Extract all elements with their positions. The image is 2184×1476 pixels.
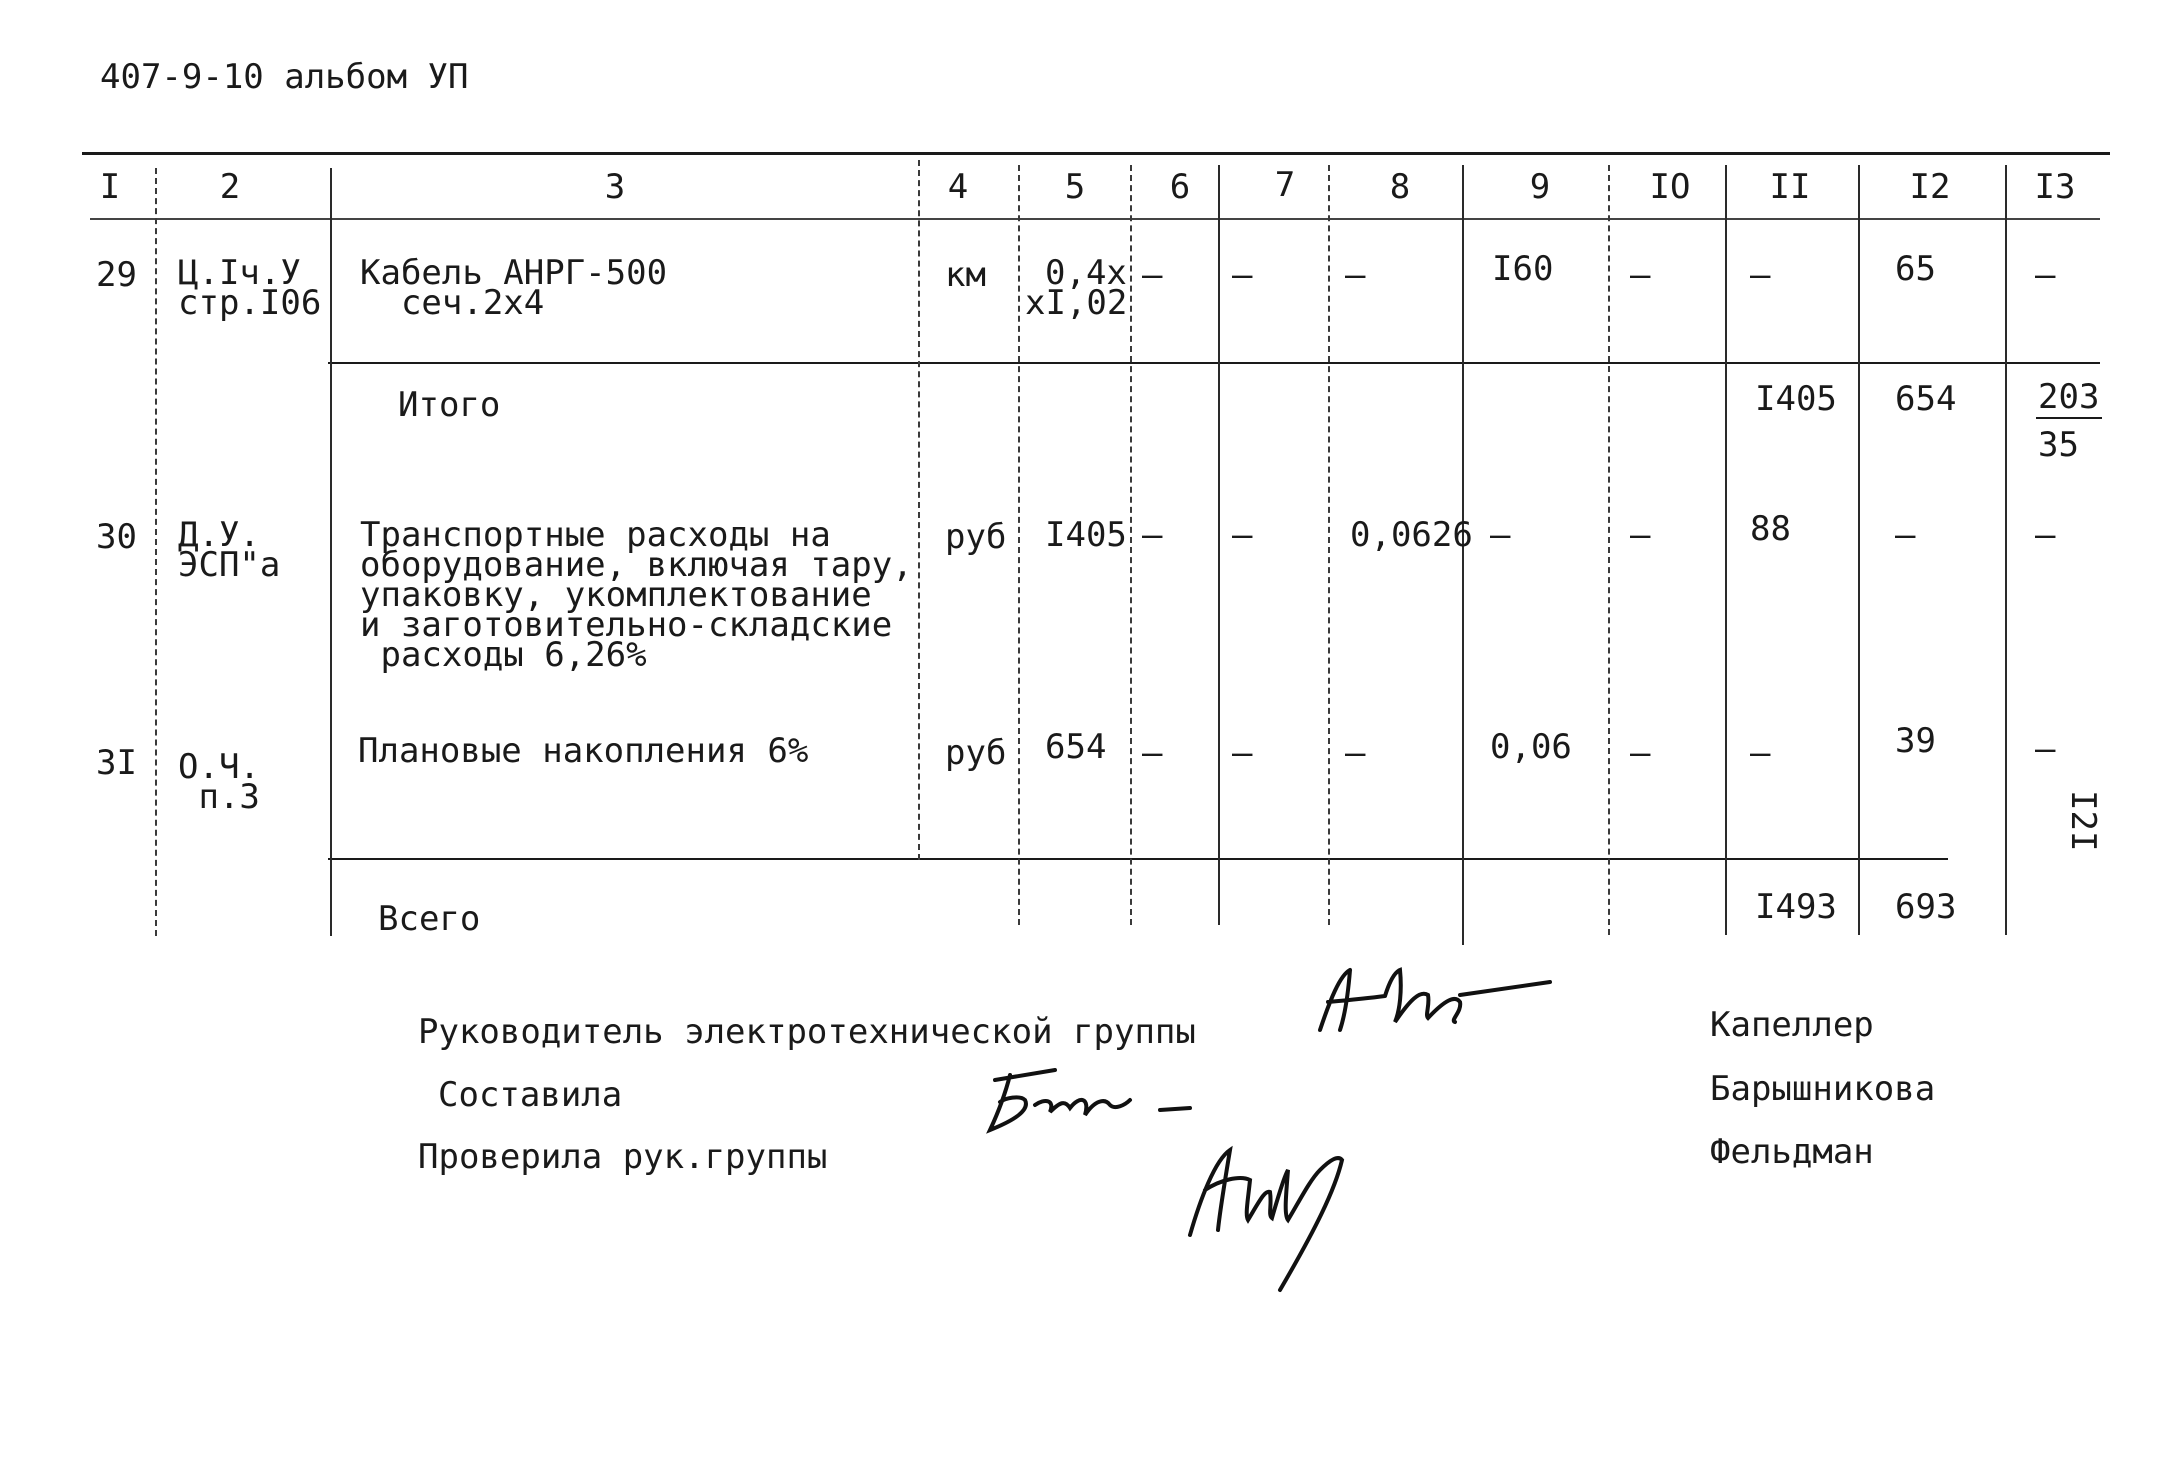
row-31-c9: 0,06 xyxy=(1490,727,1572,767)
document-code: 407-9-10 альбом УП xyxy=(100,57,469,97)
row-29-c13: – xyxy=(2035,255,2056,295)
row-31-c11: – xyxy=(1750,733,1771,773)
row-29-c10: – xyxy=(1630,255,1651,295)
row-30-c8: 0,0626 xyxy=(1350,515,1473,555)
row-31-unit: руб xyxy=(945,733,1007,773)
row-29-c8: – xyxy=(1345,255,1366,295)
row-31-c12: 39 xyxy=(1895,721,1936,761)
row-31-name: Плановые накопления 6% xyxy=(358,731,809,771)
row-30-num: 30 xyxy=(96,517,137,557)
row-30-name-2: оборудование, включая тару, xyxy=(360,545,913,585)
col-header-9: 9 xyxy=(1529,167,1551,207)
row-29-qty-2: хI,02 xyxy=(1025,283,1128,323)
vsego-rule xyxy=(328,858,1948,860)
col-divider-5 xyxy=(1130,165,1132,925)
handwritten-signature-1 xyxy=(1310,960,1570,1040)
itogo-label: Итого xyxy=(398,385,501,425)
itogo-c11: I405 xyxy=(1755,379,1837,419)
itogo-fraction-bar xyxy=(2036,417,2102,419)
row-31-code-1: О.Ч. xyxy=(178,747,260,787)
itogo-c13-bottom: 35 xyxy=(2038,425,2079,465)
row-30-c13: – xyxy=(2035,515,2056,555)
row-31-c6: – xyxy=(1142,733,1163,773)
row-31-qty: 654 xyxy=(1045,727,1107,767)
row-30-c12: – xyxy=(1895,515,1916,555)
signature-role-2: Составила xyxy=(438,1075,623,1115)
row-29-c6: – xyxy=(1142,255,1163,295)
col-header-12: I2 xyxy=(1909,167,1951,207)
col-divider-2 xyxy=(330,168,332,936)
row-31-c8: – xyxy=(1345,733,1366,773)
row-29-code-2: стр.I06 xyxy=(178,283,322,323)
col-header-8: 8 xyxy=(1389,167,1411,207)
row-30-name-3: упаковку, укомплектование xyxy=(360,575,872,615)
row-29-c12: 65 xyxy=(1895,249,1936,289)
col-divider-11 xyxy=(1858,165,1860,935)
col-header-13: I3 xyxy=(2034,167,2076,207)
header-bottom-rule xyxy=(90,218,2100,220)
row-30-c7: – xyxy=(1232,515,1253,555)
row-29-name-2: сеч.2х4 xyxy=(360,283,545,323)
col-header-11: II xyxy=(1769,167,1811,207)
col-divider-1 xyxy=(155,168,157,936)
row-31-num: 3I xyxy=(96,743,137,783)
signature-name-3: Фельдман xyxy=(1710,1132,1874,1172)
row-30-unit: руб xyxy=(945,517,1007,557)
row-30-name-4: и заготовительно-складские xyxy=(360,605,893,645)
col-divider-8 xyxy=(1462,165,1464,945)
row-31-c7: – xyxy=(1232,733,1253,773)
row-30-c10: – xyxy=(1630,515,1651,555)
row-29-qty-1: 0,4х xyxy=(1045,253,1127,293)
col-divider-12 xyxy=(2005,165,2007,935)
row-29-c9: I60 xyxy=(1492,249,1554,289)
col-header-1: I xyxy=(99,167,121,207)
col-header-3: 3 xyxy=(604,167,626,207)
page-number: I2I xyxy=(2063,790,2103,852)
signature-role-1: Руководитель электротехнической группы xyxy=(418,1012,1196,1052)
signature-name-2: Барышникова xyxy=(1710,1069,1936,1109)
row-31-c10: – xyxy=(1630,733,1651,773)
col-header-7: 7 xyxy=(1274,165,1296,205)
row-29-c11: – xyxy=(1750,255,1771,295)
handwritten-signature-3 xyxy=(1170,1120,1390,1300)
vsego-c11: I493 xyxy=(1755,887,1837,927)
row-30-c9: – xyxy=(1490,515,1511,555)
row-29-num: 29 xyxy=(96,255,137,295)
row-30-name-5: расходы 6,26% xyxy=(360,635,647,675)
signature-name-1: Капеллер xyxy=(1710,1005,1874,1045)
vsego-c12: 693 xyxy=(1895,887,1957,927)
col-header-4: 4 xyxy=(947,167,969,207)
col-divider-4 xyxy=(1018,165,1020,925)
row-29-unit: км xyxy=(945,255,986,295)
itogo-rule xyxy=(328,362,2100,364)
row-30-code-1: Д.У. xyxy=(178,515,260,555)
row-29-code-1: Ц.Iч.У xyxy=(178,253,301,293)
col-header-10: IO xyxy=(1649,167,1691,207)
row-30-c11: 88 xyxy=(1750,509,1791,549)
row-30-c6: – xyxy=(1142,515,1163,555)
col-divider-10 xyxy=(1725,165,1727,935)
row-30-code-2: ЭСП"а xyxy=(178,545,281,585)
row-30-name-1: Транспортные расходы на xyxy=(360,515,831,555)
itogo-c12: 654 xyxy=(1895,379,1957,419)
vsego-label: Всего xyxy=(378,899,481,939)
row-30-qty: I405 xyxy=(1045,515,1127,555)
col-divider-7 xyxy=(1328,165,1330,925)
signature-role-3: Проверила рук.группы xyxy=(418,1137,828,1177)
row-31-c13: – xyxy=(2035,729,2056,769)
table-top-rule xyxy=(82,152,2110,155)
row-29-name-1: Кабель АНРГ-500 xyxy=(360,253,668,293)
col-divider-3 xyxy=(918,160,920,860)
row-29-c7: – xyxy=(1232,255,1253,295)
itogo-c13-top: 203 xyxy=(2038,377,2100,417)
row-31-code-2: п.3 xyxy=(178,777,260,817)
col-divider-9 xyxy=(1608,165,1610,935)
col-header-6: 6 xyxy=(1169,167,1191,207)
col-divider-6 xyxy=(1218,165,1220,925)
col-header-2: 2 xyxy=(219,167,241,207)
col-header-5: 5 xyxy=(1064,167,1086,207)
